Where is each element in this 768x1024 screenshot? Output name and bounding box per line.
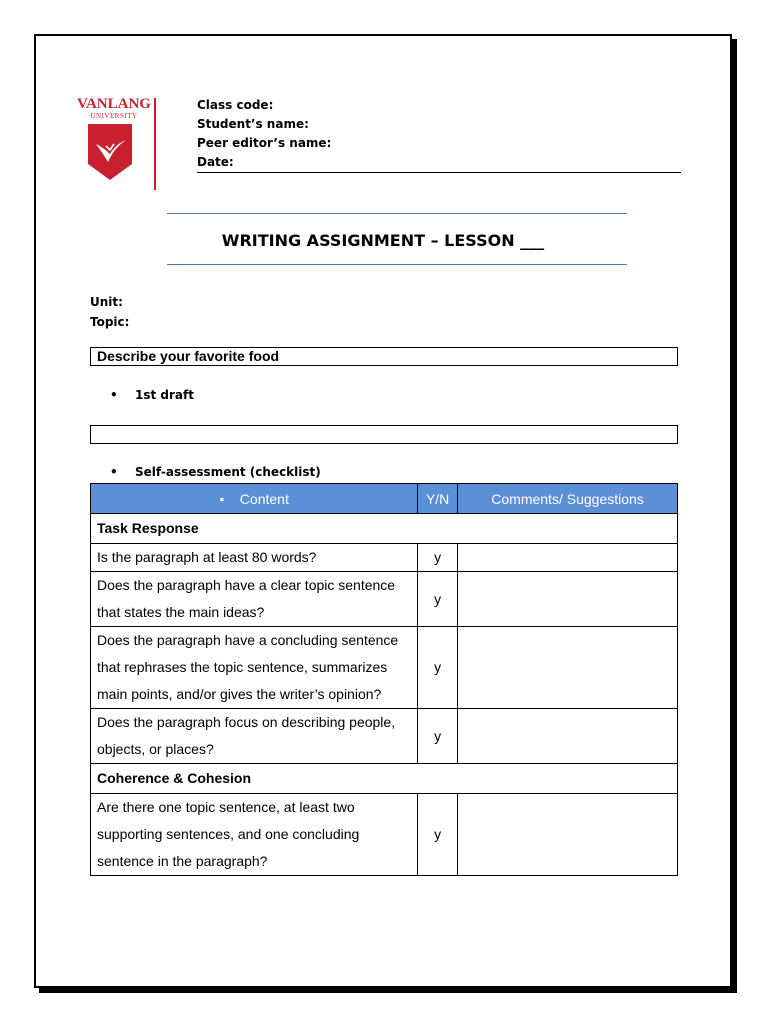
table-row — [91, 709, 678, 764]
table-row — [91, 572, 678, 627]
section-coherence-cohesion: Coherence & Cohesion — [91, 764, 678, 794]
comment-cell[interactable] — [458, 627, 678, 709]
table-row — [91, 627, 678, 709]
student-name-label: Student’s name: — [197, 117, 309, 131]
header-comments: Comments/ Suggestions — [458, 484, 678, 514]
topic-label: Topic: — [90, 315, 130, 329]
checklist-table — [90, 483, 678, 876]
yn-cell[interactable]: y — [418, 544, 458, 572]
table-row — [91, 794, 678, 876]
criterion-text: Are there one topic sentence, at least two supporting sentences, and one concluding sentence in the paragraph? — [91, 794, 418, 876]
table-row — [91, 544, 678, 572]
unit-label: Unit: — [90, 295, 123, 309]
yn-cell[interactable]: y — [418, 709, 458, 764]
document-page — [34, 34, 732, 988]
comment-cell[interactable] — [458, 794, 678, 876]
criterion-text: Is the paragraph at least 80 words? — [91, 544, 418, 572]
title-rule-top — [167, 213, 627, 214]
section-row — [91, 764, 678, 794]
header-content — [91, 484, 418, 514]
class-code-label: Class code: — [197, 98, 274, 112]
criterion-text: Does the paragraph have a clear topic sentence that states the main ideas? — [91, 572, 418, 627]
header-content-label: Content — [239, 490, 289, 507]
title-rule-bottom — [167, 264, 627, 265]
unit-topic-block — [90, 292, 129, 332]
date-label: Date: — [197, 155, 234, 169]
logo-subtitle: UNIVERSITY — [90, 112, 138, 120]
bullet-self-assessment — [110, 465, 321, 479]
yn-cell[interactable]: y — [418, 794, 458, 876]
vanlang-logo — [74, 96, 154, 190]
yn-cell[interactable]: y — [418, 572, 458, 627]
section-task-response: Task Response — [91, 514, 678, 544]
self-assessment-label: Self-assessment (checklist) — [135, 465, 321, 479]
logo-name: VANLANG — [77, 96, 151, 112]
comment-cell[interactable] — [458, 544, 678, 572]
comment-cell[interactable] — [458, 572, 678, 627]
header-bullet: • — [219, 490, 225, 507]
topic-box: Describe your favorite food — [90, 347, 678, 366]
bullet-dot: • — [110, 388, 118, 402]
logo-divider — [154, 98, 156, 190]
peer-editor-label: Peer editor’s name: — [197, 136, 332, 150]
criterion-text: Does the paragraph have a concluding sentence that rephrases the topic sentence, summarizes main points, and/or gives the writer’s opinion? — [91, 627, 418, 709]
yn-cell[interactable]: y — [418, 627, 458, 709]
shield-icon — [86, 122, 134, 182]
first-draft-label: 1st draft — [135, 388, 194, 402]
draft-box[interactable] — [90, 425, 678, 444]
table-header-row — [91, 484, 678, 514]
header-yn: Y/N — [418, 484, 458, 514]
criterion-text: Does the paragraph focus on describing people, objects, or places? — [91, 709, 418, 764]
header-fields — [197, 96, 331, 172]
date-underline — [197, 172, 681, 173]
bullet-first-draft — [110, 388, 194, 402]
section-row — [91, 514, 678, 544]
bullet-dot: • — [110, 465, 118, 479]
comment-cell[interactable] — [458, 709, 678, 764]
page-title: WRITING ASSIGNMENT – LESSON ___ — [221, 231, 545, 250]
